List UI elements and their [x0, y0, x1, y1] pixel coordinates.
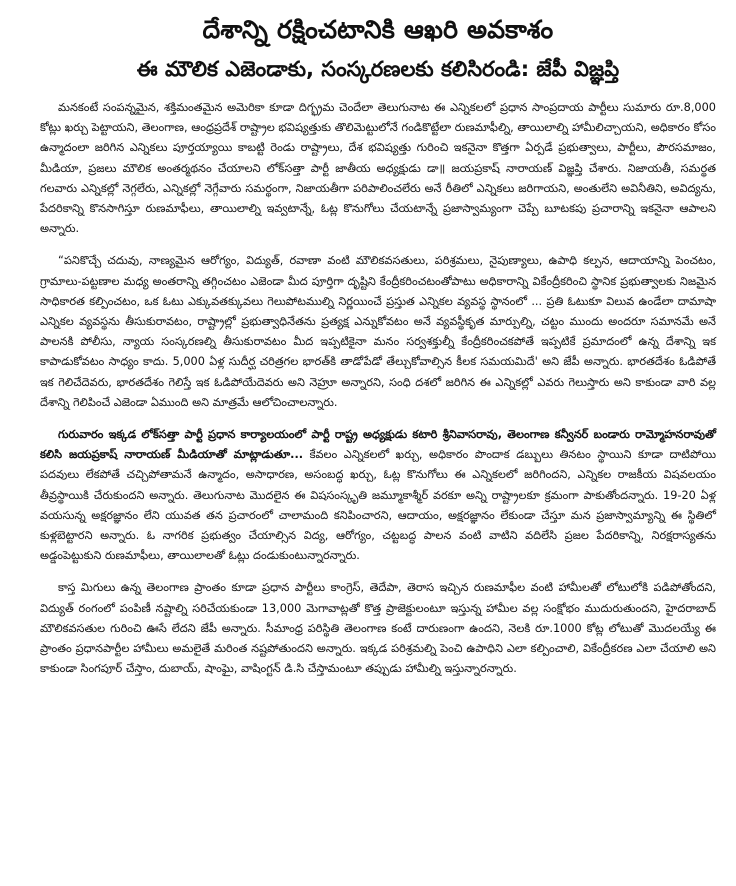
article-paragraph-2: “పనికొచ్చే చదువు, నాణ్యమైన ఆరోగ్యం, విద్యుత్, రవాణా వంటి మౌలికవసతులు, పరిశ్రమలు, నైపుణ్యాలు, ఉపాధి కల్పన, ఆదాయాన్ని పెంచటం, గ్రామాలు-పట్టణాల మధ్య అంతరాన్ని తగ్గించటం ఎజెండా మీద పూర్తిగా దృష్టిని కేంద్రీకరించటంతోపాటు అధికారాన్ని వికేంద్రీకరించి స్థానిక ప్రభుత్వాలకు నిజమైన సాధికారత కల్పించటం, ఒక ఓటు ఎక్కువతక్కువలు గెలుపోటముల్ని నిర్ణయించే ప్రస్తుత ఎన్నికల వ్యవస్థ స్థానంలో ... ప్రతి ఓటుకూ విలువ ఉండేలా దామాషా ఎన్నికల వ్యవస్థను తీసుకురావటం, రాష్ట్రాల్లో ప్రభుత్వాధినేతను ప్రత్యక్ష ఎన్నుకోవటం అనే వ్యవస్థీకృత మార్పుల్ని, చట్టం ముందు అందరూ సమానమే అనే పాలనకి పోలీసు, న్యాయ సంస్కరణల్ని తీసుకురావటం మీద ఇప్పటికైనా మనం సర్వశక్తుల్నీ కేంద్రీకరించకపోతే ఇప్పటికే ప్రమాదంలో ఉన్న దేశాన్ని ఇక కాపాడుకోవటం సాధ్యం కాదు. 5,000 ఏళ్ల సుదీర్ఘ చరిత్రగల భారత్‌కి తాడోపేడో తేల్చుకోవాల్సిన కీలక సమయమిదే' అని జేపీ అన్నారు. భారతదేశం ఓడిపోతే ఇక గెలిచేదెవరు, భారతదేశం గెలిస్తే ఇక ఓడిపోయేదెవరు అని నెహ్రూ అన్నారని, సంధి దశలో జరిగిన ఈ ఎన్నికల్లో ఎవరు గెలుస్తారు అని కాకుండా వారి వల్ల దేశాన్ని గెలిపించే ఎజెండా ఏముంది అని మాత్రమే ఆలోచించాలన్నారు.	[40, 254, 717, 409]
paragraph-3-bold-lead: గురువారం ఇక్కడ లోక్‌సత్తా పార్టీ ప్రధాన కార్యాలయంలో పార్టీ రాష్ట్ర అధ్యక్షుడు కటారి శ్రీనివాసరావు, తెలంగాణ కన్వీనర్ బండారు రామ్మోహనరావుతో కలిసి జయప్రకాష్ నారాయణ్ మీడియాతో మాట్లాడుతూ...	[40, 428, 716, 462]
article-paragraph-1: మనకంటే సంపన్నమైన, శక్తిమంతమైన అమెరికా కూడా దిగ్భ్రమ చెందేలా తెలుగునాట ఈ ఎన్నికలలో ప్రధాన సాంప్రదాయ పార్టీలు సుమారు రూ.8,000 కోట్లు ఖర్చు పెట్టాయని, తెలంగాణ, ఆంధ్రప్రదేశ్ రాష్ట్రాల భవిష్యత్తుకు తొలిమెట్టులోనే గండికొట్టేలా రుణమాఫీల్ని, తాయిలాల్ని హామీలిచ్చాయని, అధికారం కోసం ఉన్మాదంలా జరిగిన ఎన్నికలు పూర్తయ్యాయి కాబట్టి రెండు రాష్ట్రాలు, దేశ భవిష్యత్తు గురించి ఇకనైనా కొత్తగా ఏర్పడే ప్రభుత్వాలు, పార్టీలు, పౌరసమాజం, మీడియా, ప్రజలు మౌలిక అంతర్మథనం చేయాలని లోక్‌సత్తా పార్టీ జాతీయ అధ్యక్షుడు డా॥ జయప్రకాష్ నారాయణ్ విజ్ఞప్తి చేశారు. నిజాయతీ, సమర్థత గలవారు ఎన్నికల్లో నెగ్గలేరు, ఎన్నికల్లో నెగ్గేవారు సమర్థంగా, నిజాయతీగా పరిపాలించలేరు అనే రీతిలో ఎన్నికలు జరిగాయని, అంతులేని అవినీతిని, అవిద్యను, పేదరికాన్ని కొనసాగిస్తూ రుణమాఫీలు, తాయిలాల్ని ఇవ్వటాన్నే, ఓట్ల కొనుగోలు చేయటాన్నే ప్రజాస్వామ్యంగా చెప్పే బూటకపు ప్రచారాన్ని ఇకనైనా ఆపాలని అన్నారు.	[40, 101, 716, 236]
subheadline: ఈ మౌలిక ఎజెండాకు, సంస్కరణలకు కలిసిరండి: జేపీ విజ్ఞప్తి	[136, 57, 620, 81]
article-paragraph-3	[40, 425, 716, 566]
headline: దేశాన్ని రక్షించటానికి ఆఖరి అవకాశం	[202, 15, 554, 44]
article-paragraph-4: కాస్త మిగులు ఉన్న తెలంగాణ ప్రాంతం కూడా ప్రధాన పార్టీలు కాంగ్రెస్, తెదేపా, తెరాస ఇచ్చిన రుణమాఫీల వంటి హామీలతో లోటులోకి పడిపోతోందని, విద్యుత్ రంగంలో పంపిణీ నష్టాల్ని సరిచేయకుండా 13,000 మెగావాట్లతో కొత్త ప్రాజెక్టులంటూ ఇస్తున్న హామీల వల్ల సంక్షోభం ముదురుతుందని, హైదరాబాద్ మౌలికవసతుల గురించి ఊసే లేదని జేపీ అన్నారు. సీమాంధ్ర పరిస్థితి తెలంగాణ కంటే దారుణంగా ఉందని, నెలకి రూ.1000 కోట్ల లోటుతో మొదలయ్యే ఈ ప్రాంతం ప్రధానపార్టీల హామీలు అమలైతే మరింత నష్టపోతుందని అన్నారు. ఇక్కడ పరిశ్రమల్ని పెంచి ఉపాధిని ఎలా కల్పించాలి, వికేంద్రీకరణ ఎలా చేయాలి అని కాకుండా సింగపూర్ చేస్తాం, దుబాయ్, షాంఘై, వాషింగ్టన్ డి.సి చేస్తామంటూ తప్పుడు హామీల్ని ఇస్తున్నారన్నారు.	[40, 581, 716, 676]
paragraph-3-body: కేవలం ఎన్నికలలో ఖర్చు, అధికారం పొందాక డబ్బులు తినటం స్థాయిని కూడా దాటిపోయి పదవులు లేకపోతే చచ్చిపోతామనే ఉన్మాదం, అసాధారణ, అసంబద్ధ ఖర్చు, ఓట్ల కొనుగోలు ఈ ఎన్నికలలో జరిగిందని, ఎన్నికల రాజకీయ విషవలయం తీవ్రస్థాయికి చేరుకుందని అన్నారు. తెలుగునాట మొదలైన ఈ విషసంస్కృతి జమ్మూకాశ్మీర్ వరకూ అన్ని రాష్ట్రాలకూ క్రమంగా పాకుతోందన్నారు. 19-20 ఏళ్ల వయసున్న అక్షరజ్ఞానం లేని యువత తన ప్రచారంలో చాలామంది కనిపించారని, ఆదాయం, అక్షరజ్ఞానం లేకుండా చేస్తూ మన ప్రజాస్వామ్యాన్ని ఈ స్థితిలో కుళ్లబెట్టారని అన్నారు. ఓ నాగరిక ప్రభుత్వం చేయాల్సిన విద్య, ఆరోగ్యం, చట్టబద్ధ పాలన వంటి వాటిని వదిలేసి ప్రజల పేదరికాన్ని, నిరక్షరాస్యతను అడ్డంపెట్టుకుని రుణమాఫీలు, తాయిలాలతో ఓట్లు దండుకుంటున్నారన్నారు.	[40, 448, 716, 563]
